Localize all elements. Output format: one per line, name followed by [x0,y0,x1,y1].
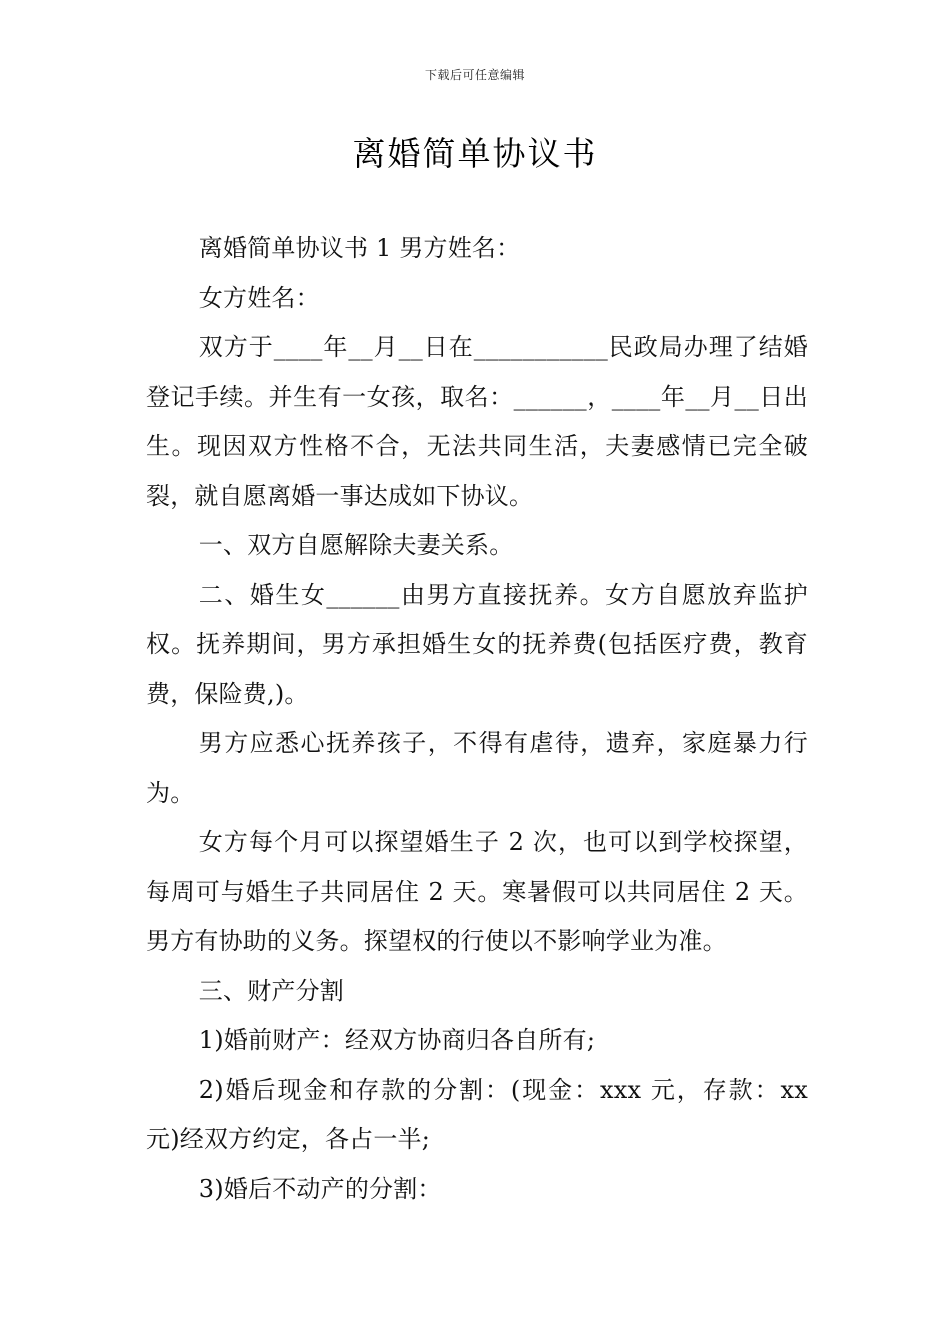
paragraph-intro: 离婚简单协议书 1 男方姓名： [198,234,521,262]
paragraph-real-estate: 3)婚后不动产的分割： [198,1174,442,1203]
document-body [146,224,808,1214]
document-title: 离婚简单协议书 [352,134,598,173]
paragraph-marriage-background: 双方于____年__月__日在___________民政局办理了结婚登记手续。并生有一女孩，取名：______，____年__月__日出生。现因双方性格不合，无法共同生活，夫妻感情已完全破裂，就自愿离婚一事达成如下协议。 [146,333,808,510]
paragraph-custody-duty: 男方应悉心抚养孩子，不得有虐待，遗弃，家庭暴力行为。 [146,729,808,807]
paragraph-clause-one: 一、双方自愿解除夫妻关系。 [198,531,514,559]
paragraph-premarital-property: 1)婚前财产：经双方协商归各自所有; [198,1026,596,1054]
header-note: 下载后可任意编辑 [424,68,525,82]
paragraph-visitation: 女方每个月可以探望婚生子 2 次，也可以到学校探望，每周可与婚生子共同居住 2 天。寒暑假可以共同居住 2 天。男方有协助的义务。探望权的行使以不影响学业为准。 [146,828,808,955]
paragraph-female-name: 女方姓名： [198,283,320,312]
paragraph-cash-savings: 2)婚后现金和存款的分割：(现金：xxx 元，存款：xx 元)经双方约定，各占一半; [146,1075,808,1153]
paragraph-clause-two: 二、婚生女______由男方直接抚养。女方自愿放弃监护权。抚养期间，男方承担婚生女的抚养费(包括医疗费，教育费，保险费,)。 [146,580,808,708]
paragraph-clause-three: 三、财产分割 [198,976,344,1005]
